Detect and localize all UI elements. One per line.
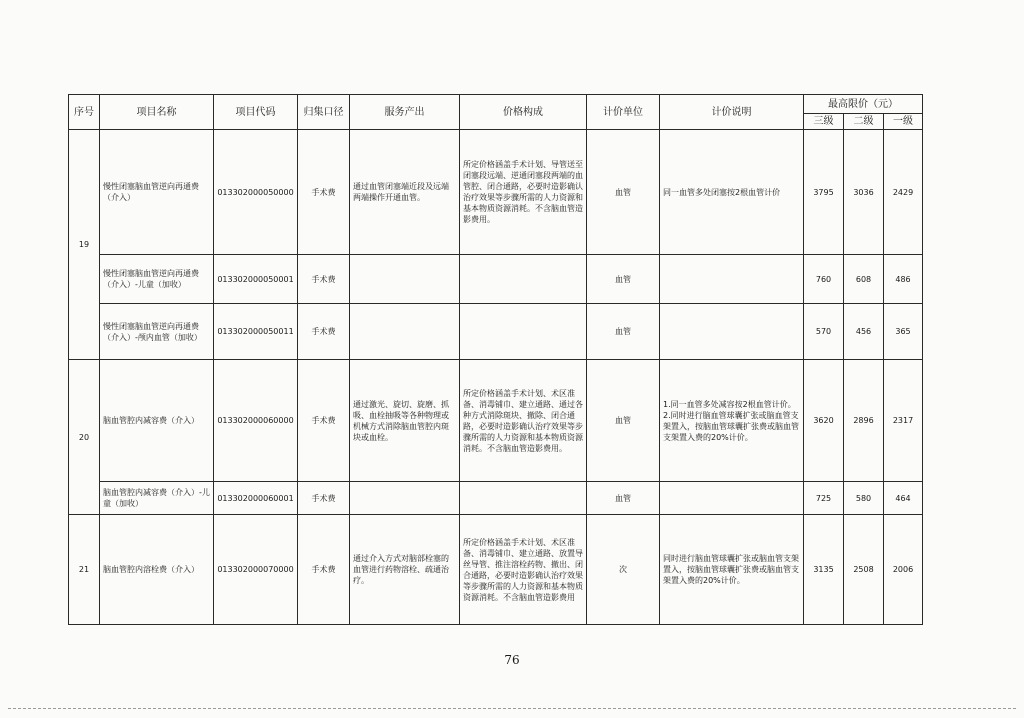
- header-max-price: 最高限价（元）: [804, 95, 923, 114]
- row-price-level1: 2317: [884, 360, 923, 482]
- table-row: [69, 482, 923, 515]
- row-price-level2: 608: [844, 255, 884, 304]
- row-category: 手术费: [298, 482, 350, 515]
- price-table: [68, 94, 923, 625]
- row-code: 013302000060001: [214, 482, 298, 515]
- row-unit: 血管: [587, 482, 660, 515]
- header-seq: 序号: [69, 95, 100, 130]
- row-seq: 21: [69, 515, 100, 625]
- row-unit: 血管: [587, 130, 660, 255]
- row-name: 脑血管腔内减容费（介入）-儿童（加收）: [100, 482, 214, 515]
- row-unit: 次: [587, 515, 660, 625]
- row-price-level3: 3795: [804, 130, 844, 255]
- row-price-level2: 580: [844, 482, 884, 515]
- header-composition: 价格构成: [460, 95, 587, 130]
- row-code: 013302000060000: [214, 360, 298, 482]
- row-note: 同时进行脑血管球囊扩张或脑血管支架置入，按脑血管球囊扩张费或脑血管支架置入费的20%计价。: [660, 515, 804, 625]
- row-code: 013302000070000: [214, 515, 298, 625]
- table-row: [69, 130, 923, 255]
- row-code: 013302000050000: [214, 130, 298, 255]
- row-category: 手术费: [298, 515, 350, 625]
- row-composition: [460, 482, 587, 515]
- price-table-sheet: [68, 94, 922, 625]
- row-price-level1: 464: [884, 482, 923, 515]
- row-price-level1: 2006: [884, 515, 923, 625]
- row-composition: [460, 304, 587, 360]
- row-unit: 血管: [587, 360, 660, 482]
- table-row: [69, 360, 923, 482]
- row-composition: 所定价格涵盖手术计划、术区准备、消毒铺巾、建立通路、通过各种方式消除斑块、撤除、闭合通路，必要时造影确认治疗效果等步骤所需的人力资源和基本物质资源消耗。不含脑血管造影费用。: [460, 360, 587, 482]
- row-note: [660, 304, 804, 360]
- header-category: 归集口径: [298, 95, 350, 130]
- row-price-level1: 486: [884, 255, 923, 304]
- row-note: 同一血管多处闭塞按2根血管计价: [660, 130, 804, 255]
- row-note: [660, 482, 804, 515]
- row-price-level3: 725: [804, 482, 844, 515]
- row-composition: 所定价格涵盖手术计划、术区准备、消毒铺巾、建立通路、放置导丝导管、推注溶栓药物、撤出、闭合通路，必要时造影确认治疗效果等步骤所需的人力资源和基本物质资源消耗。不含脑血管造影费用: [460, 515, 587, 625]
- table-body: [69, 130, 923, 625]
- row-name: 慢性闭塞脑血管逆向再通费（介入）: [100, 130, 214, 255]
- header-note: 计价说明: [660, 95, 804, 130]
- row-price-level1: 2429: [884, 130, 923, 255]
- row-price-level3: 760: [804, 255, 844, 304]
- row-service: 通过血管闭塞端近段及远端两端操作开通血管。: [350, 130, 460, 255]
- row-unit: 血管: [587, 255, 660, 304]
- row-service: [350, 304, 460, 360]
- row-category: 手术费: [298, 304, 350, 360]
- header-unit: 计价单位: [587, 95, 660, 130]
- row-price-level3: 3620: [804, 360, 844, 482]
- row-category: 手术费: [298, 130, 350, 255]
- row-price-level3: 570: [804, 304, 844, 360]
- table-row: [69, 515, 923, 625]
- header-name: 项目名称: [100, 95, 214, 130]
- row-price-level2: 2508: [844, 515, 884, 625]
- row-price-level2: 456: [844, 304, 884, 360]
- header-level3: 三级: [804, 114, 844, 130]
- row-name: 脑血管腔内溶栓费（介入）: [100, 515, 214, 625]
- row-price-level2: 2896: [844, 360, 884, 482]
- row-category: 手术费: [298, 360, 350, 482]
- page-number: 76: [504, 653, 520, 667]
- row-unit: 血管: [587, 304, 660, 360]
- header-service: 服务产出: [350, 95, 460, 130]
- row-category: 手术费: [298, 255, 350, 304]
- table-header: [69, 95, 923, 130]
- row-name: 慢性闭塞脑血管逆向再通费（介入）-儿童（加收）: [100, 255, 214, 304]
- header-code: 项目代码: [214, 95, 298, 130]
- header-level1: 一级: [884, 114, 923, 130]
- row-service: 通过激光、旋切、旋磨、抓吸、血栓抽吸等各种物理或机械方式消除脑血管腔内斑块或血栓。: [350, 360, 460, 482]
- row-code: 013302000050001: [214, 255, 298, 304]
- row-note: 1.同一血管多处减容按2根血管计价。2.同时进行脑血管球囊扩张或脑血管支架置入，按脑血管球囊扩张费或脑血管支架置入费的20%计价。: [660, 360, 804, 482]
- row-seq: 19: [69, 130, 100, 360]
- row-composition: [460, 255, 587, 304]
- row-price-level3: 3135: [804, 515, 844, 625]
- header-level2: 二级: [844, 114, 884, 130]
- table-row: [69, 255, 923, 304]
- scan-edge-divider: [8, 708, 1016, 709]
- row-composition: 所定价格涵盖手术计划、导管送至闭塞段远端、逆通闭塞段两端的血管腔、闭合通路，必要时造影确认治疗效果等步骤所需的人力资源和基本物质资源消耗。不含脑血管造影费用。: [460, 130, 587, 255]
- row-seq: 20: [69, 360, 100, 515]
- row-price-level2: 3036: [844, 130, 884, 255]
- table-row: [69, 304, 923, 360]
- row-code: 013302000050011: [214, 304, 298, 360]
- row-service: [350, 255, 460, 304]
- row-service: 通过介入方式对脑部栓塞的血管进行药物溶栓、疏通治疗。: [350, 515, 460, 625]
- row-name: 脑血管腔内减容费（介入）: [100, 360, 214, 482]
- row-note: [660, 255, 804, 304]
- row-service: [350, 482, 460, 515]
- row-name: 慢性闭塞脑血管逆向再通费（介入）-颅内血管（加收）: [100, 304, 214, 360]
- row-price-level1: 365: [884, 304, 923, 360]
